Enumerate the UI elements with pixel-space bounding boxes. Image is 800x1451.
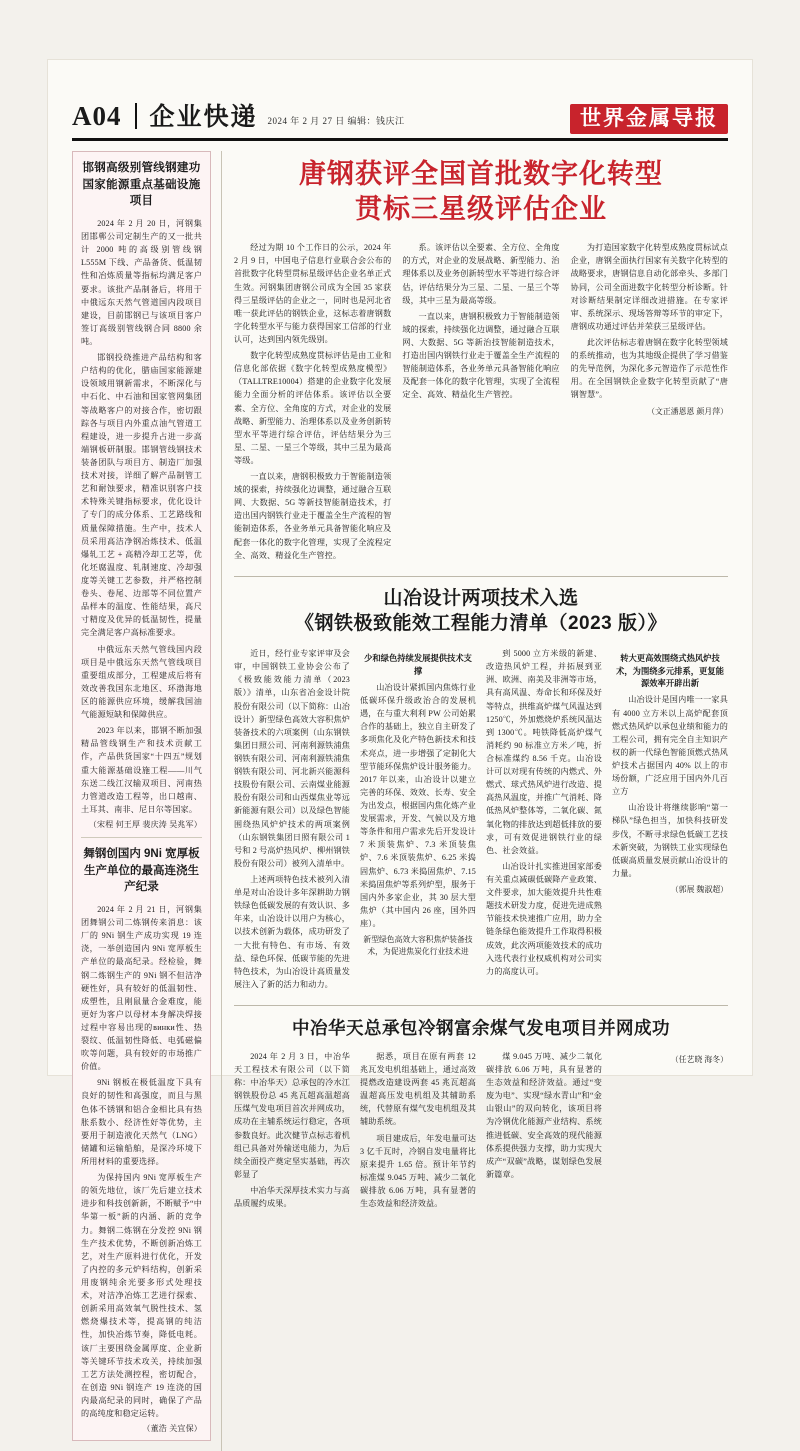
paragraph: 为保持国内 9Ni 宽厚板生产的领先地位，该厂先后建立技术进步和科技创新新，不断赋予“中华第一板”新的内涵、新的竞争力。舞钢二炼钢在分发控 9Ni 钢生产技术优势，不断创新冶炼工艺，对生产原料进行优化，开发了内控的多元炉料结构，创新采用废钢纯余光要多形式处理技术，对洁净冶炼工艺进行探索、创新采用高效氧气脱性技术、氢燃烧爆技术等，提高钢的纯洁性，加快冶炼节奏，降低电耗。该厂主要围绕金属厚度、企业新等关键环节技术攻关，持续加强工艺方法处测控程，密切配合，在创造 9Ni 钢连产 19 连浇的国内最高纪录的同时，确保了产品的高纯度和稳定运转。 [81,1173,202,1419]
left-column [72,151,222,1451]
article1-col-3 [571,241,728,565]
article3-col-4 [612,1050,728,1213]
paragraph: 2024 年 2 月 21 日，河钢集团舞钢公司二炼钢传来消息：该厂的 9Ni 钢生产成功实现 19 连浇，一举创造国内 9Ni 宽厚板生产单位的最高纪录。经检验，舞钢二炼钢生产的 9Ni 钢不但洁净硬性好，具有较好的低温韧性、成塑性，且刚鼠量合金难度，能更好为客户以母材本身解决焊接过程中容易出现的винки性、热裂纹、低温韧性降低、电弧磁偏吹等问题，具有较好的市场推广价值。 [81,904,202,1072]
main-headline [234,157,728,227]
paragraph: 一直以来，唐钢积极致力于智能制造领域的探索，持续强化边调整，通过融合互联网、大数据、5G 等新治技智能制造技术，打造出国内钢铁行业走于覆盖全生产流程的智能制造体系，各业务单元具备智能化响应及配套一体化的数字化管理，实现了全流程定全、高效、精益化生产管控。 [402,311,560,400]
paragraph: 项目建成后，年发电量可达 3 亿千瓦时，冷钢自发电量将比原来提升 1.65 倍。预计年节约标准煤 9.045 万吨、减少二氧化碳排放 6.06 万吨，具有显著的生态效益和经济效益。 [360,1133,476,1209]
paragraph: 2024 年 2 月 20 日，河钢集团邯郸公司定制生产的又一批共计 2000 吨的高级别管线钢 L555M 下线、产品备货、低温韧性和冶炼质量等指标均满足客户要求。该批产品制备后，将用于中俄远东天然气管道国内段项目建设，目前邯钢已与该项目客户签订高级别管线钢合同 8800 余吨。 [81,219,202,346]
article1-col-1 [234,241,391,565]
masthead-right [570,104,728,134]
paragraph: 2023 年以来，邯钢不断加强精品管线钢生产和技术贡献工作，产品供货国家“十四五”规划重大能源基础设施工程——川气东送二线江汉输双项目、河南热力管道改造工程等，出口越南、土耳其、南非、尼日尔等国家。 [81,726,202,814]
paragraph: 为打造国家数字化转型成熟度贯标试点企业，唐钢全面执行国家有关数字化转型的战略要求，唐钢信息自动化部牵头、多部门协同，公司全面进数字化转型分析诊断。针对诊断结果制定详细改进措施。在专家评审、系统深示、现场答辩等环节的审定下，唐钢成功通过评估并荣获三星级评估。 [570,243,728,331]
article1-columns [234,241,728,565]
paragraph: 山冶设计紧抓国内焦炼行业低碳环保升级政治合的发展机遇，在与重大利利 PW 公司始累合作的基础上，独立自主研发了多项焦化及化产特色新技术和技术亮点，进一步增强了定制化大型节能环保焦炉设计服务能力。2017 年以来，山冶设计以建立完善的环保、效效、长寿、安全为出发点，根据国内焦化炼产业发展需求，开发、气候以及方地等条件和用户需求先后开发设计 7 米顶装焦炉、7.3 米顶装焦炉、7.6 米顶装焦炉、6.25 米捣固焦炉、6.73 米捣固焦炉、7.15 米捣固焦炉等系列炉型，服务于国内外多家企业，其 30 层大型焦炉（其中国内 26 座，国外四座）。 [360,682,476,928]
headline-line-2: 贯标三星级评估企业 [355,194,607,225]
paragraph: 一直以来，唐钢积极致力于智能制造领域的探索，持续强化边调整，通过融合互联网、大数据、5G 等新技智能制造技术，打造出国内钢铁行业走于覆盖全生产流程的智能制造体系，各业务单元具备智能化响应及配套一体化的数字化管理，实现了全流程定全、高效、精益化生产管控。 [234,472,392,560]
paragraph: 上述两项特色技术被列入清单是对山冶设计多年深耕助力钢铁绿色低碳发展的有效认识、多年来，山冶设计以用户为核心，以技术创新为载体，成功研发了一大批有特色、有市场、有效益、绿色环保、低碳节能的先进特色技术，为山冶设计高质量发展注入了新的活力和动力。 [234,874,350,989]
byline: （任艺晓 海冬） [670,1054,728,1064]
article2-col-4 [612,647,728,994]
newspaper-sheet [48,60,752,1434]
article3-columns [234,1050,728,1213]
paragraph: 据悉，项目在原有两套 12 兆瓦发电机组基础上，通过高效提燃改造建设两套 45 兆瓦超高温超高压发电机组及其辅助系统，代替原有煤气发电机组及其辅助系统。 [360,1051,476,1127]
section-title: 企业快递 [149,103,258,131]
paragraph: 山冶设计将继续影响“第一梯队”绿色担当，加快科技研发步伐，不断寻求绿色低碳工艺技术新突破，为钢铁工业实现绿色低碳高质量发展贡献山冶设计的力量。 [612,803,728,878]
byline: （文正潘恩恩 颜月萍） [647,406,728,416]
article2-title-line-2: 《钢铁极致能效工程能力清单（2023 版）》 [294,613,668,635]
divider [234,576,728,577]
article1-col-2 [402,241,559,565]
page-body [72,151,728,1451]
article2-col-1 [234,647,350,994]
divider [234,1005,728,1006]
article2-title [234,586,728,637]
left-lead-box [72,151,211,1441]
masthead-divider [135,103,137,129]
page-number: A04 [72,101,122,131]
article3-title: 中冶华天总承包冷钢富余煤气发电项目并网成功 [292,1017,670,1038]
byline: （董浩 关宜保） [142,1424,202,1434]
paragraph: 经过为期 10 个工作日的公示，2024 年 2 月 9 日，中国电子信息行业联合会公布的首批数字化转型贯标星级评估企业名单正式生效。河钢集团唐钢公司成为全国 35 家获得三星级评估的企业之一，同时也是河北省唯一获此评估的钢铁企业，这标志着唐钢数字化转型水平与能力获得国家工信部的行业认可，达到国内领先级别。 [234,243,392,344]
left-sub-title: 舞钢创国内 9Ni 宽厚板生产单位的最高连浇生产纪录 [83,847,200,894]
issue-meta: 2024 年 2 月 27 日 编辑：钱庆江 [267,116,405,126]
article2-subhead-2: 转大更高效围绕式热风炉技术，为围绕多元排系，更复能源效率开辟出新 [616,653,724,688]
article2-title-line-1: 山冶设计两项技术入选 [383,587,579,609]
paragraph: 近日，经行业专家评审及会审，中国钢铁工业协会公布了《极致能效能力清单（2023 版）》清单，山东省冶金设计院股份有限公司（以下简称：山冶设计）新型绿色高效大容积焦炉装备技术的六项案例（山东钢铁集团日照公司、河南利源铁浦焦钢铁有限公司、河南利源铁浦焦钢铁有限公司、河北新兴能源科技股份有限公司、云南煤业能源股份有限公司和山西煤焦业等远新能源有限公司）以及绿色智能围绕热风炉炉技术的两项案例（山东钢铁集团日照有限公司 1 号和 2 号高炉热风炉、柳州钢铁股份有限公司）被列入清单中。 [234,649,350,868]
article2-columns [234,647,728,994]
article2-subhead-1: 少和绿色持续发展提供技术支撑 [364,653,472,676]
paragraph: 此次评估标志着唐钢在数字化转型领域的系统推动，也为其地级企提供了学习借鉴的先导范例，为深化多元智造作了示范性作用。在全国钢铁企业数字化转型贡献了“唐钢智慧”。 [570,337,728,400]
left-lead-title: 邯钢高级别管线钢建功国家能源重点基础设施项目 [82,162,201,208]
paragraph: 中冶华天深厚技术实力与高品质履约成果。 [234,1186,350,1209]
paragraph: 数字化转型成熟度贯标评估是由工业和信息化部依据《数字化转型成熟度模型》（TALLTRE10004）搭建的企业数字化发展能力全面分析的评估体系。该评估以全要素、全方位、全角度的方式，对企业的发展战略、新型能力、治理体系以及业务创新转型水平等进行综合评估，评估结果分为三星、二星、一星三个等级，其中三星为最高等级。 [234,351,392,465]
article2-col-2 [360,647,476,994]
article3-col-2 [360,1050,476,1213]
article3-col-3 [486,1050,602,1213]
paragraph: 山冶设计是国内唯一一家具有 4000 立方米以上高炉配套顶燃式热风炉以承包业绩和能力的工程公司，拥有完全自主知识产权的新一代绿色智能顶燃式热风炉技术占据国内 40% 以上的市场份额，广泛应用于国内外几百立方 [612,695,728,797]
headline-line-1: 唐钢获评全国首批数字化转型 [299,159,663,189]
main-column [234,151,728,1451]
divider [81,837,202,838]
paragraph: 到 5000 立方米级的新建、改造热风炉工程，并拓展到亚洲、欧洲、南美及非洲等市场，具有高风温、寿命长和环保及好等特点，拱维高炉煤气风温达到 1250℃，外加燃烧炉系统风温达到 1300℃。吨铁降低高炉煤气消耗约 90 标准立方米／吨，折合标准煤约 8.56 千克。山冶设计可以对现有传统的内燃式、外燃式、球式热风炉进行改造、提高热风温度，并推广气消耗、降低热风炉整体等，二氧化碳、氮氧化物的排放达到超低排放的要求，可有效促进钢铁行业的绿色、社会效益。 [486,649,602,855]
masthead [72,82,728,141]
paragraph: 煤 9.045 万吨、减少二氧化碳排放 6.06 万吨，具有显著的生态效益和经济效益。通过“变废为电”、实现“绿水青山”和“金山银山”的双向转化，该项目将为冷钢优化能源产业结构、系统推进低碳、安全高效的现代能源体系提供强力支撑，助力实现大成产“双碳”战略，谋划绿色发展新篇章。 [486,1051,602,1179]
paragraph: 中俄远东天然气管线国内段项目是中俄远东天然气管线项目重要组成部分，工程建成后将有效改善我国东北地区、环渤海地区的能源供应环境，缓解我国油气能源短缺和保障供应。 [81,644,202,720]
masthead-left [72,103,405,130]
paragraph: 山冶设计扎实推进国家部委有关重点减碳低碳降产业政策、文件要求，加大能效提升共性难题技术研发力度，促进先进成熟节能技术快速推广应用，助力全链条绿色能效提升工作取得积极成效，此次两项能效技术的成功入选代表行业权威机构对公司实力的高度认可。 [486,861,602,976]
paper-logo: 世界金属导报 [570,104,728,134]
article2-caption-1: 新型绿色高效大容积焦炉装备技术，为促进焦炭化行业技术进 [363,935,473,956]
paragraph: 2024 年 2 月 3 日，中冶华天工程技术有限公司（以下简称：中冶华天）总承包的冷水江钢铁股份总 45 兆瓦超高温超高压煤气发电项目首次并网成功，成功在主辅系统运行稳定，各项参数良好。此次健节点标志着机组已具备对外输送电能力，为后续全面投产奠定坚实基础，再次彰显了 [234,1051,350,1179]
article3-col-1 [234,1050,350,1213]
paragraph: 邯钢投绕推进产品结构和客户结构的优化，腊庙国家能源建设领域用钢新需求，不断深化与中石化、中石油和国家管网集团等战略客户的对接合作，密切跟踪各与项目内外重点油气管道工程建设，进一步提升占进一步高端钢板研制服。邯钢管线钢技术装备团队与项目方、制造厂加强技术对接，详细了解产品制管工艺和耐蚀要求，精准识别客户技术特殊关键指标要求，优化设计了专门的成分体系、工艺路线和质量保障措施。生产中，技术人员采用高洁净钢冶炼技术、低温爆轧工艺 + 高精冷却工艺等，优化坯腐温度、轧制速度、冷却强度等关键工艺参数，并严格控制卷头、卷尾、边部等不同位置产品样本的温度、性能结果，高尺寸精度及优异的低温韧性，提量完全满足客户高标准要求。 [81,353,202,638]
byline: （宋程 何王厚 裴庆涛 吴兆军） [88,819,202,829]
article2-col-3 [486,647,602,994]
paragraph: 系。该评估以全要素、全方位、全角度的方式，对企业的发展战略、新型能力、治理体系以及业务创新转型水平等进行综合评估，评估结果分为三星、二星、一星三个等级，其中三星为最高等级。 [402,243,560,305]
paragraph: 9Ni 钢板在极低温度下具有良好的韧性和高强度，而且与黑色体不锈钢和铝合金相比具有热胀系数小、经济性好等优势，主要用于制造液化天然气（LNG）储罐和运输船舶，是深冷环境下所用材料的重要选择。 [81,1078,202,1167]
byline: （郭展 魏淑超） [670,884,728,894]
